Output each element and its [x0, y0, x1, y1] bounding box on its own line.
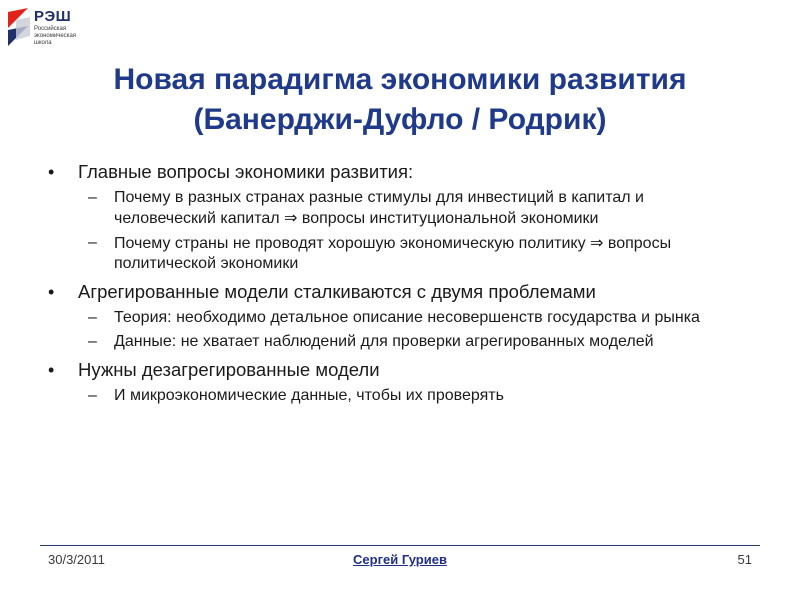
sub-bullet-incentives: [48, 188, 748, 229]
sub-bullet-policy: [48, 233, 748, 274]
dash-icon: –: [88, 309, 97, 326]
sub-bullet-text: вопросы политической экономики: [114, 235, 672, 272]
implies-arrow-icon: ⇒: [590, 233, 604, 252]
bullet-main-questions: [48, 160, 748, 184]
bullet-text: Главные вопросы экономики развития:: [78, 161, 414, 182]
bullet-icon: •: [48, 162, 55, 182]
sub-bullet-text: И микроэкономические данные, чтобы их проверять: [114, 387, 504, 404]
logo-abbreviation: РЭШ: [34, 8, 72, 25]
sub-bullet-micro-data: [48, 386, 748, 406]
dash-icon: –: [88, 234, 97, 251]
sub-bullet-text: вопросы институциональной экономики: [297, 210, 599, 227]
slide-title-line-2: (Банерджи-Дуфло / Родрик): [193, 103, 607, 136]
sub-bullet-text: Почему в разных странах разные стимулы для инвестиций в капитал и человеческий капитал: [114, 189, 644, 227]
bullet-text: Агрегированные модели сталкиваются с двумя проблемами: [78, 281, 596, 302]
sub-bullet-text: Данные: не хватает наблюдений для проверки агрегированных моделей: [114, 333, 654, 350]
bullet-text: Нужны дезагрегированные модели: [78, 359, 380, 380]
bullet-aggregated-models: [48, 280, 748, 304]
dash-icon: –: [88, 333, 97, 350]
slide-title-line-1: Новая парадигма экономики развития: [113, 63, 687, 96]
logo-full-name: Российская экономическая школа: [34, 26, 77, 46]
footer-divider: [40, 545, 760, 546]
implies-arrow-icon: ⇒: [284, 208, 298, 227]
nes-logo: [6, 6, 86, 48]
sub-bullet-data: [48, 332, 748, 352]
logo-mark-icon: [6, 6, 32, 48]
sub-bullet-text: Теория: необходимо детальное описание несовершенств государства и рынка: [114, 309, 700, 326]
dash-icon: –: [88, 189, 97, 206]
sub-bullet-theory: [48, 308, 748, 328]
bullet-icon: •: [48, 360, 55, 380]
slide-body: [48, 160, 748, 406]
dash-icon: –: [88, 387, 97, 404]
footer-author-link[interactable]: Сергей Гуриев: [353, 552, 447, 567]
slide-title: [40, 60, 760, 140]
slide-number: 51: [737, 552, 752, 567]
bullet-icon: •: [48, 282, 55, 302]
footer-date: 30/3/2011: [48, 552, 105, 567]
bullet-disaggregated-models: [48, 358, 748, 382]
sub-bullet-text: Почему страны не проводят хорошую экономическую политику: [114, 235, 591, 252]
